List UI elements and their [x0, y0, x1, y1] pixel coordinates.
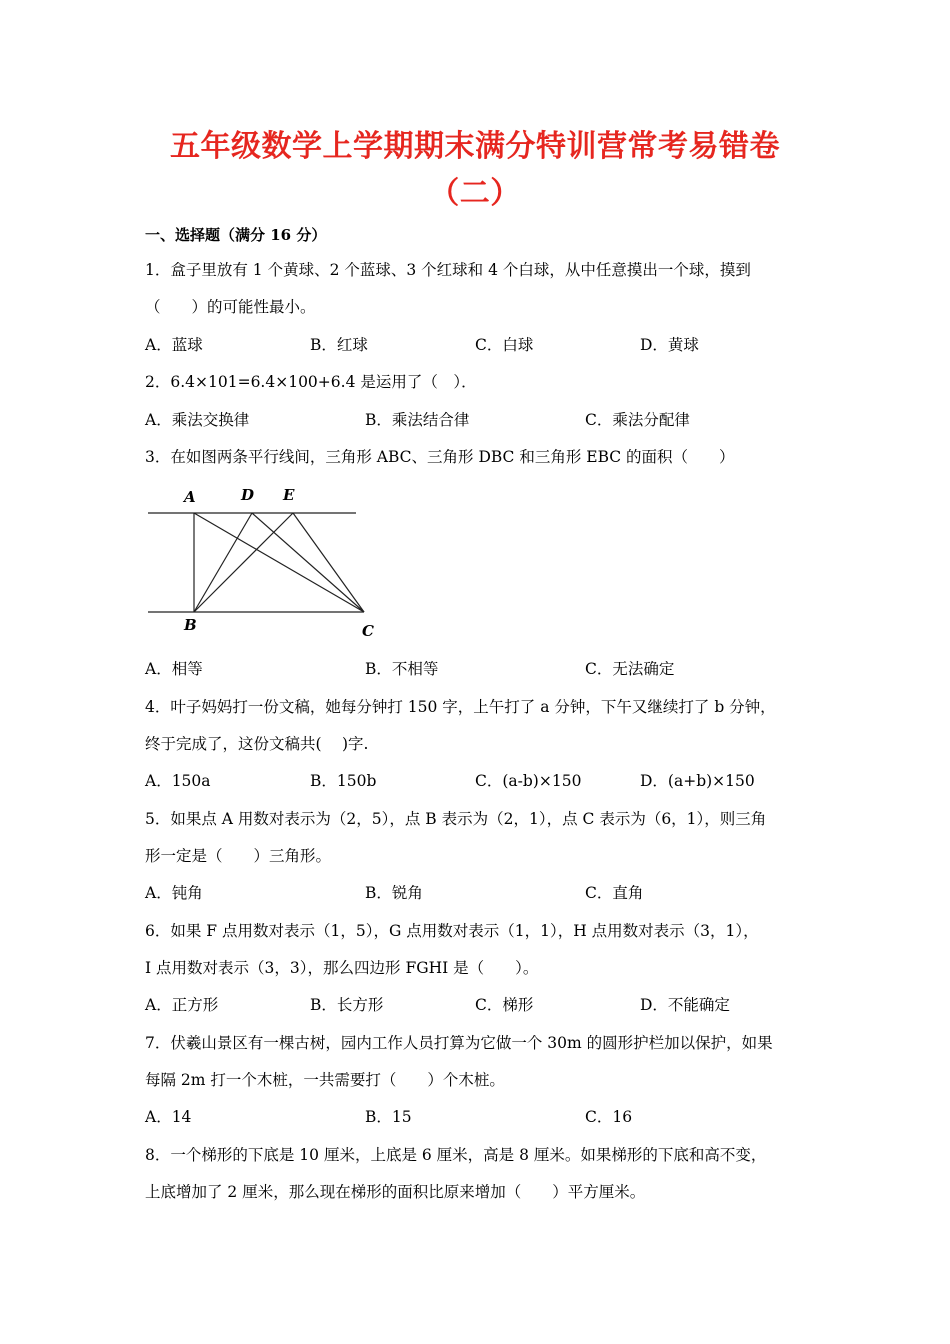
q1-option-a: A．蓝球 [145, 336, 203, 354]
segment-dc [252, 513, 364, 612]
question-1-line-2: （ ）的可能性最小。 [145, 298, 316, 316]
segment-ac [194, 513, 364, 612]
question-8-line-2: 上底增加了 2 厘米，那么现在梯形的面积比原来增加（ ）平方厘米。 [145, 1183, 646, 1201]
q6-option-b: B．长方形 [310, 996, 384, 1014]
q4-option-c: C．(a-b)×150 [475, 772, 582, 790]
q6-option-c: C．梯形 [475, 996, 534, 1014]
question-7-line-2: 每隔 2m 打一个木桩，一共需要打（ ）个木桩。 [145, 1071, 505, 1089]
question-6-line-2: I 点用数对表示（3，3），那么四边形 FGHI 是（ ）。 [145, 959, 539, 977]
question-8-line-1: 8．一个梯形的下底是 10 厘米，上底是 6 厘米，高是 8 厘米。如果梯形的下底和高不变， [145, 1146, 767, 1164]
question-2-line-1: 2．6.4×101=6.4×100+6.4 是运用了（ ）． [145, 373, 477, 391]
q1-option-d: D．黄球 [640, 336, 699, 354]
label-a: A [184, 488, 196, 506]
section-heading: 一、选择题（满分 16 分） [145, 226, 327, 244]
q5-option-a: A．钝角 [145, 884, 203, 902]
q4-option-b: B．150b [310, 772, 377, 790]
q6-option-d: D．不能确定 [640, 996, 730, 1014]
question-4-line-1: 4．叶子妈妈打一份文稿，她每分钟打 150 字，上午打了 a 分钟，下午又继续打了 b 分钟， [145, 698, 776, 716]
q2-option-c: C．乘法分配律 [585, 411, 690, 429]
q5-option-b: B．锐角 [365, 884, 423, 902]
q5-option-c: C．直角 [585, 884, 644, 902]
q1-option-c: C．白球 [475, 336, 534, 354]
q7-option-a: A．14 [145, 1108, 192, 1126]
label-e: E [283, 486, 295, 504]
q2-option-b: B．乘法结合律 [365, 411, 470, 429]
label-b: B [184, 616, 197, 634]
q1-option-b: B．红球 [310, 336, 368, 354]
q4-option-a: A．150a [145, 772, 211, 790]
label-c: C [362, 622, 374, 640]
parallel-lines-figure [140, 482, 380, 642]
q7-option-c: C．16 [585, 1108, 633, 1126]
question-5-line-1: 5．如果点 A 用数对表示为（2，5），点 B 表示为（2，1），点 C 表示为（6，1），则三角 [145, 810, 767, 828]
page-title-suffix: （二） [429, 176, 521, 211]
q3-option-a: A．相等 [145, 660, 203, 678]
q6-option-a: A．正方形 [145, 996, 219, 1014]
segment-ec [293, 513, 364, 612]
label-d: D [241, 486, 255, 504]
q7-option-b: B．15 [365, 1108, 412, 1126]
question-3-line-1: 3．在如图两条平行线间，三角形 ABC、三角形 DBC 和三角形 EBC 的面积（ ） [145, 448, 735, 466]
page-title: 五年级数学上学期期末满分特训营常考易错卷 [170, 129, 780, 164]
question-1-line-1: 1．盒子里放有 1 个黄球、2 个蓝球、3 个红球和 4 个白球，从中任意摸出一个球，摸到 [145, 261, 751, 279]
question-6-line-1: 6．如果 F 点用数对表示（1，5），G 点用数对表示（1，1），H 点用数对表示（3，1）， [145, 922, 759, 940]
question-5-line-2: 形一定是（ ）三角形。 [145, 847, 332, 865]
q4-option-d: D．(a+b)×150 [640, 772, 755, 790]
q3-option-b: B．不相等 [365, 660, 439, 678]
q3-option-c: C．无法确定 [585, 660, 675, 678]
q2-option-a: A．乘法交换律 [145, 411, 250, 429]
question-7-line-1: 7．伏羲山景区有一棵古树，园内工作人员打算为它做一个 30m 的圆形护栏加以保护，如果 [145, 1034, 773, 1052]
question-4-line-2: 终于完成了，这份文稿共( )字. [145, 735, 369, 753]
